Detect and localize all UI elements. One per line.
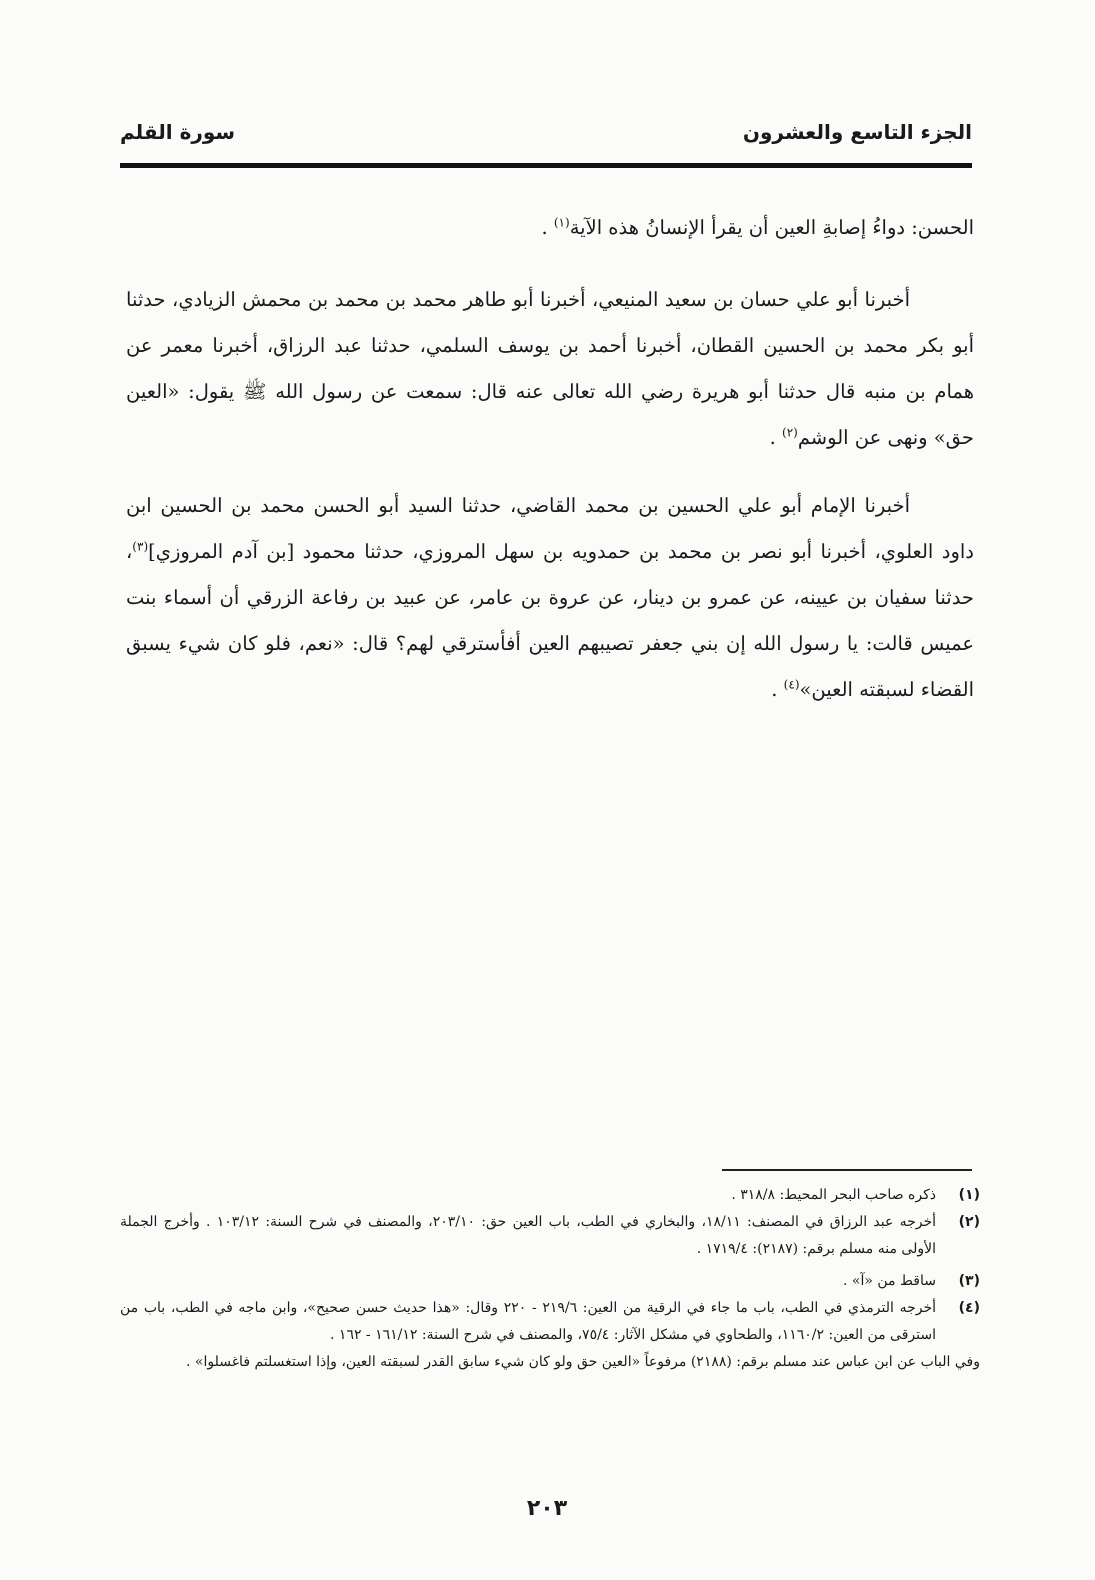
footnote-number: (٢) [958,1214,980,1230]
footnote-item [120,1295,980,1349]
footnote-text: ذكره صاحب البحر المحيط: ٣١٨/٨ . [731,1187,936,1203]
footnote-continuation: وفي الباب عن ابن عباس عند مسلم برقم: (٢١٨٨) مرفوعاً «العين حق ولو كان شيء سابق القدر لسبقته العين، وإذا استغسلتم فاغسلوا» . [186,1354,980,1370]
footnote-ref-3: (٣) [132,539,149,554]
paragraph-1 [126,205,974,251]
footnote-ref-2: (٢) [782,425,798,440]
footnote-text: أخرجه عبد الرزاق في المصنف: ١٨/١١، والبخاري في الطب، باب العين حق: ٢٠٣/١٠، والمصنف في شرح السنة: ١٠٣/١٢ . وأخرج الجملة الأولى منه مسلم برقم: (٢١٨٧): ١٧١٩/٤ . [120,1214,937,1257]
paragraph-2-text: أخبرنا أبو علي حسان بن سعيد المنيعي، أخبرنا أبو طاهر محمد بن محمد بن محمش الزيادي، حدثنا أبو بكر محمد بن الحسين القطان، أخبرنا أحمد بن يوسف السلمي، حدثنا عبد الرزاق، أخبرنا معمر عن همام بن منبه قال حدثنا أبو هريرة رضي الله تعالى عنه قال: سمعت عن رسول الله ﷺ يقول: «العين حق» ونهى عن الوشم [126,288,974,449]
footnotes [120,1182,980,1376]
paragraph-2 [126,277,974,461]
footnote-rule [722,1169,972,1171]
page-header [120,112,972,152]
paragraph-3-text-b: ، حدثنا سفيان بن عيينه، عن عمرو بن دينار، عن عروة بن عامر، عن عبيد بن رفاعة الزرقي أن أسماء بنت عميس قالت: يا رسول الله إن بني جعفر تصيبهم العين أفأسترقي لهم؟ قال: «نعم، فلو كان شيء يسبق القضاء لسبقته العين» [126,540,974,701]
paragraph-1-end: . [541,216,554,239]
paragraph-3-end: . [771,678,784,701]
footnote-item [120,1209,980,1263]
footnote-number: (٣) [958,1273,980,1289]
paragraph-2-end: . [769,426,782,449]
paragraph-1-text: الحسن: دواءُ إصابةِ العين أن يقرأ الإنسانُ هذه الآية [569,216,974,239]
footnote-item [120,1182,980,1209]
footnote-number: (١) [958,1187,980,1203]
footnote-text: أخرجه الترمذي في الطب، باب ما جاء في الرقية من العين: ٢١٩/٦ - ٢٢٠ وقال: «هذا حديث حسن صحيح»، وابن ماجه في الطب، باب من استرقى من العين: ١١٦٠/٢، والطحاوي في مشكل الآثار: ٧٥/٤، والمصنف في شرح السنة: ١٦١/١٢ - ١٦٢ . [120,1300,936,1343]
page-number: ٢٠٣ [526,1496,568,1521]
footnote-item [120,1268,980,1295]
footnote-number: (٤) [958,1300,980,1316]
paragraph-3 [126,483,974,713]
main-text [126,205,974,735]
footnote-ref-1: (١) [553,215,570,230]
footnote-text: ساقط من «آ» . [843,1273,936,1289]
part-title: الجزء التاسع والعشرون [742,120,972,144]
paragraph-3-text-a: أخبرنا الإمام أبو علي الحسين بن محمد القاضي، حدثنا السيد أبو الحسن محمد بن الحسين ابن داود العلوي، أخبرنا أبو نصر بن محمد بن حمدويه بن سهل المروزي، حدثنا محمود [بن آدم المروزي] [126,494,974,563]
surah-title: سورة القلم [120,120,236,144]
footnote-ref-4: (٤) [783,677,800,692]
header-rule [120,163,972,168]
